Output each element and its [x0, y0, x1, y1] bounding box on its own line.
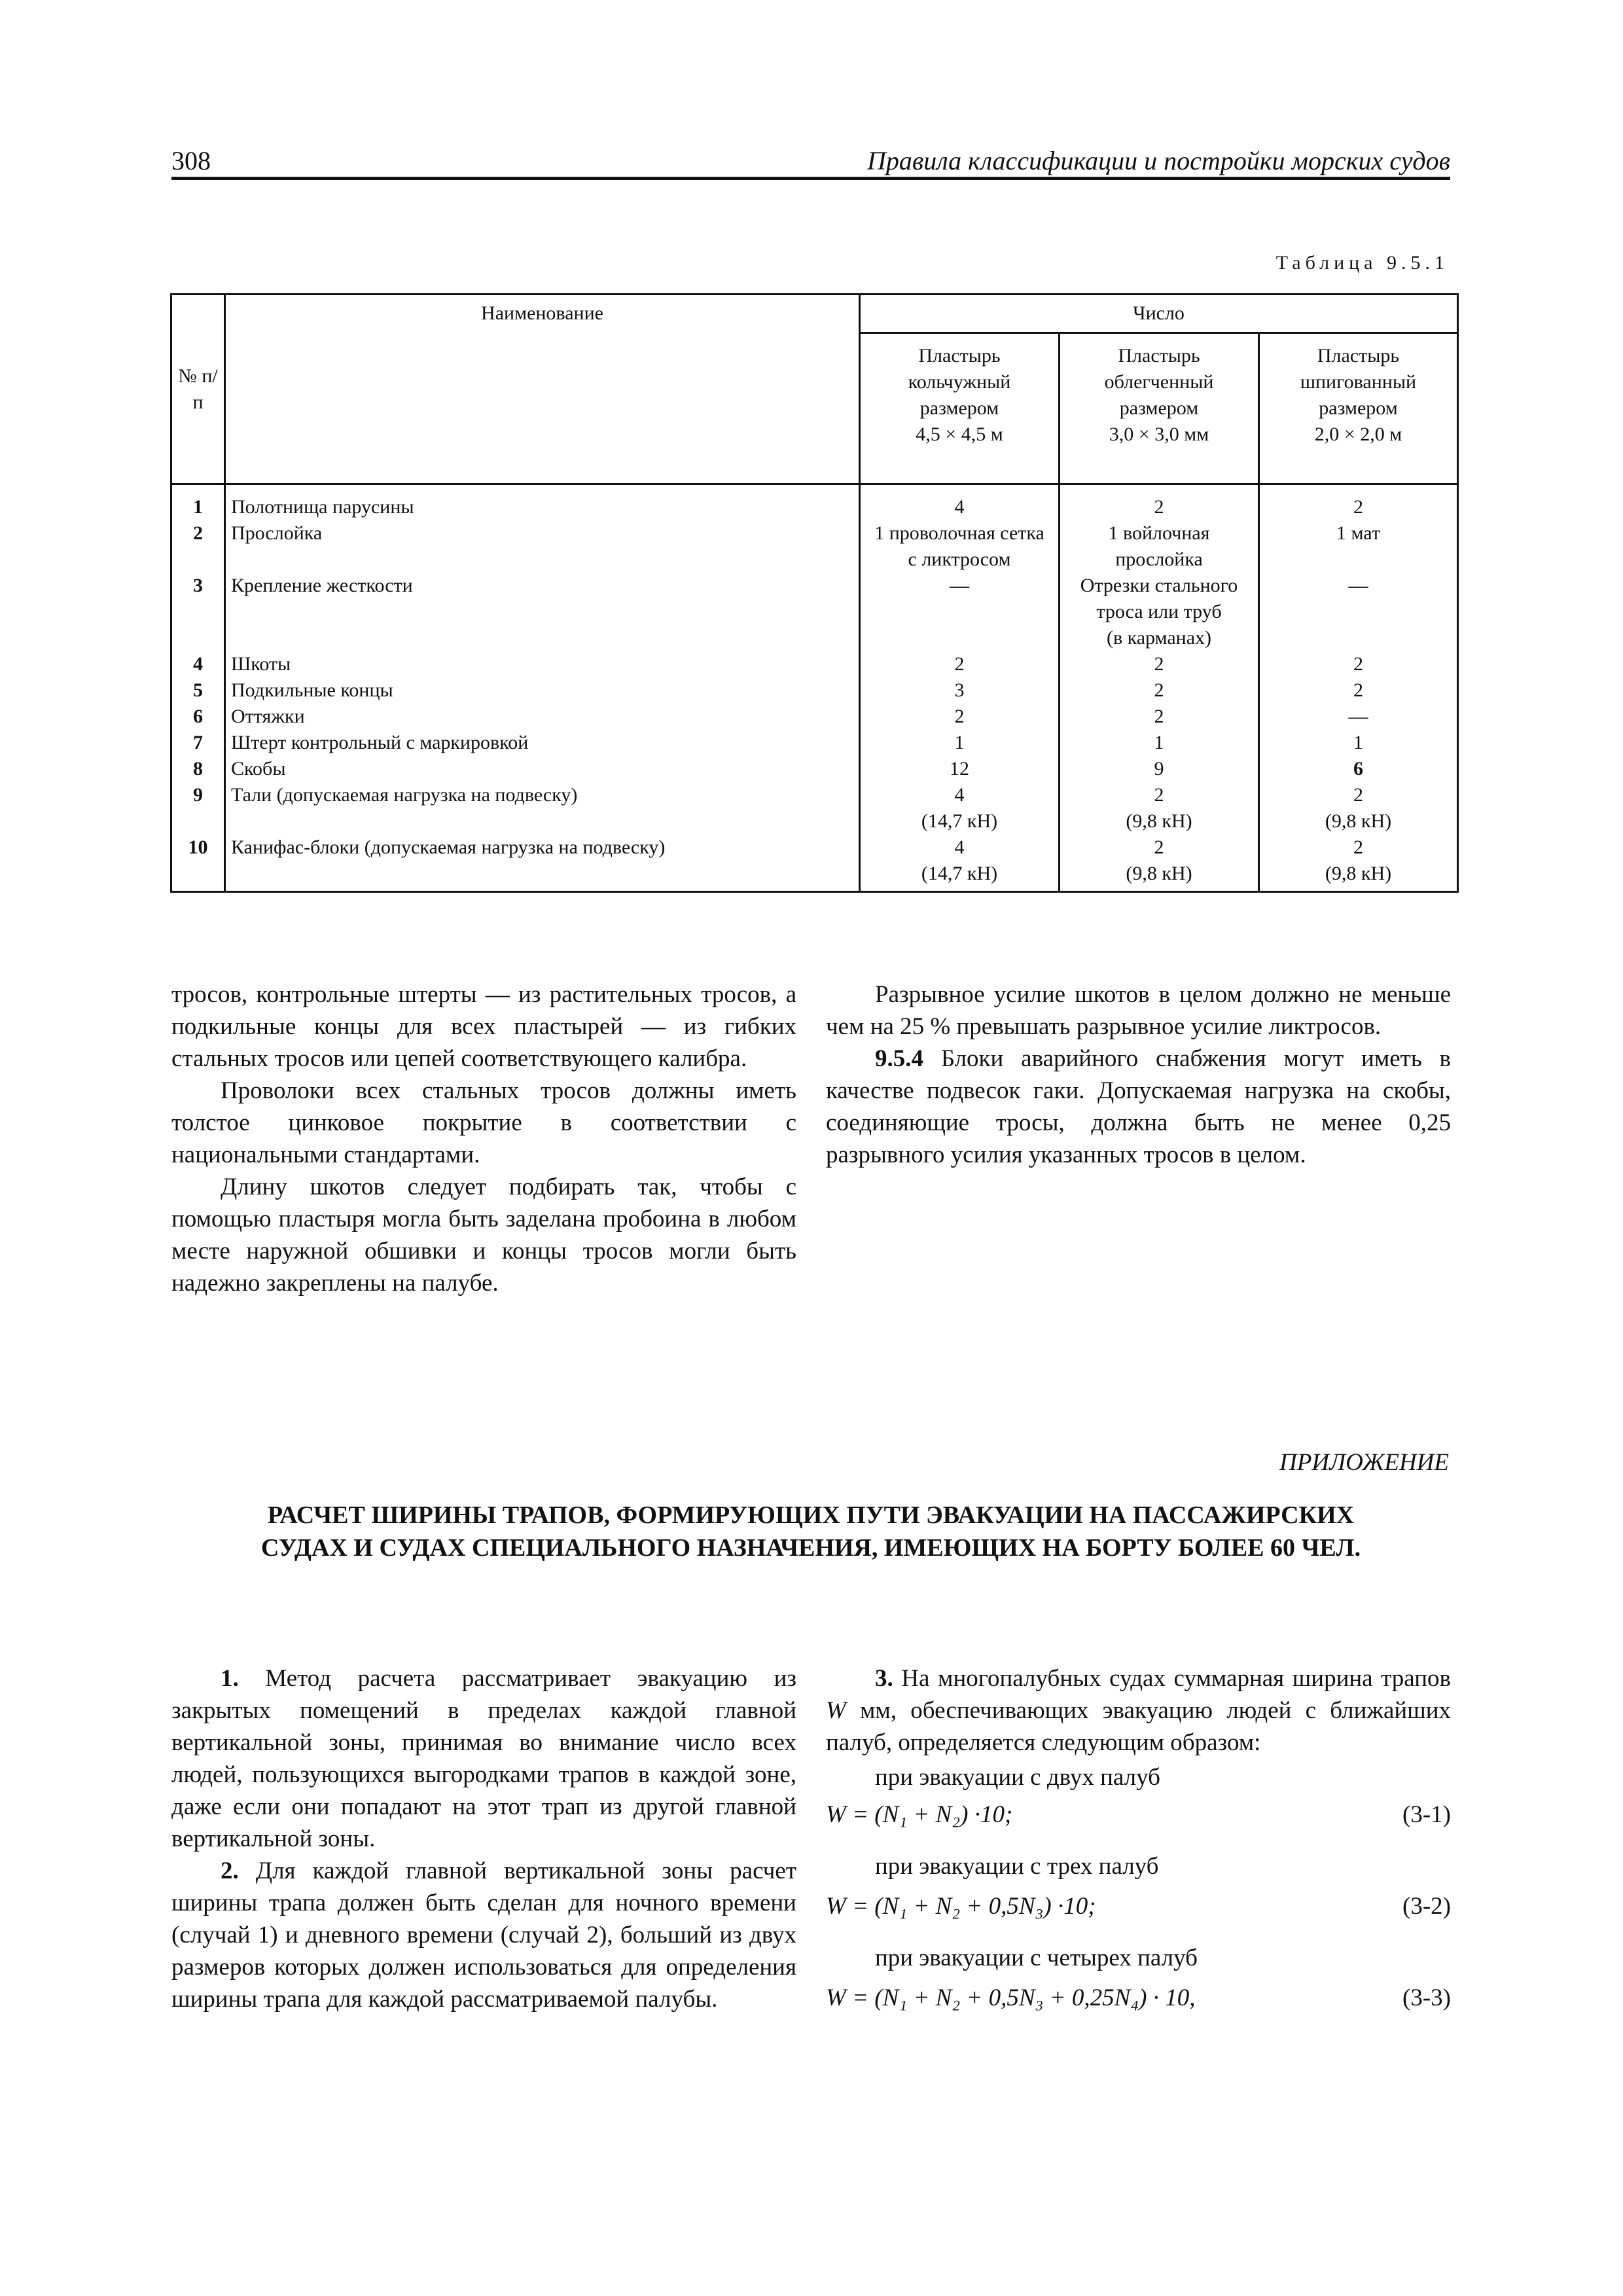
row-value-v1	[860, 730, 1060, 756]
formula-3-1	[826, 1799, 1451, 1831]
value-line: 2	[1154, 679, 1164, 701]
table-row	[171, 756, 1458, 782]
header-col3-line: Пластырь	[1317, 345, 1400, 367]
row-value-v2	[1060, 756, 1259, 782]
value-line: 4	[954, 836, 965, 858]
value-line: (в карманах)	[1106, 627, 1212, 649]
row-name: Подкильные концы	[225, 677, 860, 704]
row-number: 3	[171, 573, 225, 651]
header-col1-line: кольчужный	[908, 371, 1011, 393]
value-line: 9	[1154, 758, 1164, 780]
row-number: 9	[171, 782, 225, 834]
variable-w: W	[826, 1697, 846, 1724]
row-name: Шкоты	[225, 651, 860, 677]
header-col3-line: 2,0 × 2,0 м	[1314, 423, 1402, 445]
header-col1-line: 4,5 × 4,5 м	[916, 423, 1003, 445]
table-caption: Таблица 9.5.1	[1275, 252, 1449, 274]
clause-text: Метод расчета рассматривает эвакуацию из закрытых помещений в пределах каждой главной вертикальной зоны, принимая во внимание число всех людей, пользующихся выгородками трапов в каждой зоне, даже если они попадают на этот трап из другой главной вертикальной зоны.	[171, 1665, 796, 1852]
case1-label: при эвакуации с двух палуб	[875, 1764, 1160, 1791]
paragraph: тросов, контрольные штерты — из растительных тросов, а подкильные концы для всех пластырей — из гибких стальных тросов или цепей соответствующего калибра.	[171, 981, 796, 1072]
row-value-v2	[1060, 484, 1259, 521]
table-row	[171, 520, 1458, 573]
row-value-v1	[860, 484, 1060, 521]
header-col2	[1060, 333, 1259, 484]
table-header-row	[171, 295, 1458, 333]
value-line: прослойка	[1115, 548, 1203, 570]
formula-ref: (3-1)	[1402, 1801, 1451, 1828]
paragraph-3	[826, 1662, 1451, 1759]
clause-number: 2.	[221, 1857, 239, 1884]
value-line: —	[1348, 575, 1368, 596]
value-line: троса или труб	[1096, 601, 1222, 622]
formula-3-2	[826, 1890, 1451, 1922]
appendix-title	[171, 1499, 1450, 1564]
value-line: 2	[1353, 784, 1363, 806]
table-row	[171, 573, 1458, 651]
row-value-v2	[1060, 782, 1259, 834]
table-row	[171, 677, 1458, 704]
table-row	[171, 704, 1458, 730]
header-col1	[860, 333, 1060, 484]
paragraph-1	[171, 1662, 796, 1855]
value-line: 2	[1154, 653, 1164, 675]
table-row	[171, 651, 1458, 677]
value-line: Отрезки стального	[1080, 575, 1238, 596]
section-left-column	[171, 978, 796, 1299]
row-name: Полотнища парусины	[225, 484, 860, 521]
row-value-v1	[860, 782, 1060, 834]
clause-number: 3.	[875, 1665, 893, 1692]
value-line: (9,8 кН)	[1126, 863, 1192, 884]
table-row	[171, 730, 1458, 756]
header-col1-line: размером	[919, 397, 999, 419]
formula-expression: W = (N₁ + N₂) ·10;	[826, 1801, 1013, 1828]
header-col2-line: Пластырь	[1118, 345, 1200, 367]
value-line: 2	[1353, 496, 1363, 518]
appendix-label: ПРИЛОЖЕНИЕ	[1279, 1449, 1449, 1476]
value-line: 4	[954, 496, 965, 518]
row-number: 5	[171, 677, 225, 704]
paragraph-2	[171, 1855, 796, 2015]
row-name: Канифас-блоки (допускаемая нагрузка на подвеску)	[225, 834, 860, 892]
value-line: (14,7 кН)	[921, 810, 998, 832]
row-value-v2	[1060, 677, 1259, 704]
equipment-table	[170, 293, 1459, 893]
value-line: 2	[1353, 653, 1363, 675]
value-line: (9,8 кН)	[1325, 810, 1392, 832]
page-number: 308	[171, 146, 211, 175]
row-value-v1	[860, 573, 1060, 651]
clause-text: Для каждой главной вертикальной зоны расчет ширины трапа должен быть сделан для ночного времени (случай 1) и дневного времени (случай 2), больший из двух размеров которых должен использоваться для определения ширины трапа для каждой рассматриваемой палубы.	[171, 1857, 796, 2013]
value-line: 2	[954, 706, 965, 727]
value-line: 2	[1353, 836, 1363, 858]
formula-ref: (3-2)	[1402, 1893, 1451, 1920]
row-number: 4	[171, 651, 225, 677]
row-value-v1	[860, 651, 1060, 677]
formula-ref: (3-3)	[1402, 1984, 1451, 2011]
row-name: Тали (допускаемая нагрузка на подвеску)	[225, 782, 860, 834]
row-number: 7	[171, 730, 225, 756]
header-number: № п/п	[171, 295, 225, 484]
row-value-v3	[1259, 704, 1458, 730]
header-col3-line: шпигованный	[1300, 371, 1417, 393]
value-line: (9,8 кН)	[1126, 810, 1192, 832]
formula-expression: W = (N₁ + N₂ + 0,5N₃ + 0,25N₄) · 10,	[826, 1984, 1196, 2011]
row-value-v2	[1060, 651, 1259, 677]
value-line: 12	[950, 758, 969, 780]
clause-text: мм, обеспечивающих эвакуацию людей с ближайших палуб, определяется следующим образом:	[826, 1697, 1451, 1756]
row-value-v3	[1259, 520, 1458, 573]
value-line: с ликтросом	[908, 548, 1011, 570]
row-value-v2	[1060, 704, 1259, 730]
value-line: (14,7 кН)	[921, 863, 998, 884]
value-line: 3	[954, 679, 965, 701]
row-value-v2	[1060, 573, 1259, 651]
row-number: 2	[171, 520, 225, 573]
header-rule	[171, 177, 1450, 180]
value-line: —	[950, 575, 969, 596]
value-line: 1	[1353, 732, 1363, 753]
row-value-v3	[1259, 782, 1458, 834]
paragraph: Проволоки всех стальных тросов должны иметь толстое цинковое покрытие в соответствии с национальными стандартами.	[171, 1077, 796, 1168]
row-number: 10	[171, 834, 225, 892]
row-number: 1	[171, 484, 225, 521]
appendix-title-line: СУДАХ И СУДАХ СПЕЦИАЛЬНОГО НАЗНАЧЕНИЯ, ИМЕЮЩИХ НА БОРТУ БОЛЕЕ 60 ЧЕЛ.	[260, 1534, 1361, 1562]
paragraph: Разрывное усилие шкотов в целом должно не меньше чем на 25 % превышать разрывное усилие ликтросов.	[826, 981, 1451, 1040]
formula-3-3	[826, 1982, 1451, 2014]
value-line: 2	[1353, 679, 1363, 701]
header-col3	[1259, 333, 1458, 484]
value-line: 6	[1353, 758, 1363, 780]
value-line: 1 мат	[1336, 522, 1380, 544]
formula-expression: W = (N₁ + N₂ + 0,5N₃) ·10;	[826, 1893, 1096, 1920]
value-line: (9,8 кН)	[1325, 863, 1392, 884]
row-value-v1	[860, 704, 1060, 730]
value-line: 1 проволочная сетка	[874, 522, 1044, 544]
table-body	[171, 484, 1458, 892]
row-value-v3	[1259, 484, 1458, 521]
row-value-v1	[860, 756, 1060, 782]
clause-number: 1.	[221, 1665, 239, 1692]
value-line: 2	[954, 653, 965, 675]
row-name: Скобы	[225, 756, 860, 782]
header-col2-line: 3,0 × 3,0 мм	[1109, 423, 1209, 445]
row-number: 6	[171, 704, 225, 730]
value-line: 1	[954, 732, 965, 753]
row-value-v3	[1259, 834, 1458, 892]
row-value-v1	[860, 677, 1060, 704]
row-value-v3	[1259, 730, 1458, 756]
row-value-v1	[860, 520, 1060, 573]
appendix-right-column	[826, 1662, 1451, 2014]
row-name: Оттяжки	[225, 704, 860, 730]
running-title: Правила классификации и постройки морских судов	[866, 146, 1450, 175]
value-line: 4	[954, 784, 965, 806]
row-value-v3	[1259, 573, 1458, 651]
header-col2-line: облегченный	[1104, 371, 1214, 393]
value-line: 2	[1154, 836, 1164, 858]
row-number: 8	[171, 756, 225, 782]
case3-label: при эвакуации с четырех палуб	[875, 1945, 1198, 1971]
row-name: Прослойка	[225, 520, 860, 573]
row-value-v2	[1060, 834, 1259, 892]
paragraph: Длину шкотов следует подбирать так, чтобы с помощью пластыря могла быть заделана пробоина в любом месте наружной обшивки и концы тросов могли быть надежно закреплены на палубе.	[171, 1174, 796, 1297]
row-value-v1	[860, 834, 1060, 892]
clause-text: Блоки аварийного снабжения могут иметь в качестве подвесок гаки. Допускаемая нагрузка на скобы, соединяющие тросы, должна быть не менее 0,25 разрывного усилия указанных тросов в целом.	[826, 1045, 1451, 1168]
row-value-v3	[1259, 651, 1458, 677]
table-row	[171, 782, 1458, 834]
table-row	[171, 484, 1458, 521]
header-col3-line: размером	[1319, 397, 1398, 419]
clause-number: 9.5.4	[875, 1045, 923, 1072]
header-col1-line: Пластырь	[918, 345, 1001, 367]
header-count: Число	[860, 295, 1458, 333]
clause-text: На многопалубных судах суммарная ширина трапов	[893, 1665, 1451, 1692]
row-name: Штерт контрольный с маркировкой	[225, 730, 860, 756]
value-line: —	[1348, 706, 1368, 727]
paragraph-9-5-4	[826, 1043, 1451, 1171]
value-line: 2	[1154, 496, 1164, 518]
row-value-v2	[1060, 730, 1259, 756]
value-line: 2	[1154, 784, 1164, 806]
header-col2-line: размером	[1119, 397, 1199, 419]
case2-label: при эвакуации с трех палуб	[875, 1853, 1159, 1880]
section-right-column	[826, 978, 1451, 1171]
value-line: 2	[1154, 706, 1164, 727]
row-value-v2	[1060, 520, 1259, 573]
appendix-title-line: РАСЧЕТ ШИРИНЫ ТРАПОВ, ФОРМИРУЮЩИХ ПУТИ ЭВАКУАЦИИ НА ПАССАЖИРСКИХ	[267, 1501, 1355, 1529]
table-row	[171, 834, 1458, 892]
value-line: 1	[1154, 732, 1164, 753]
header-name: Наименование	[225, 295, 860, 484]
row-value-v3	[1259, 756, 1458, 782]
appendix-left-column	[171, 1662, 796, 2015]
row-value-v3	[1259, 677, 1458, 704]
value-line: 1 войлочная	[1108, 522, 1210, 544]
row-name: Крепление жесткости	[225, 573, 860, 651]
